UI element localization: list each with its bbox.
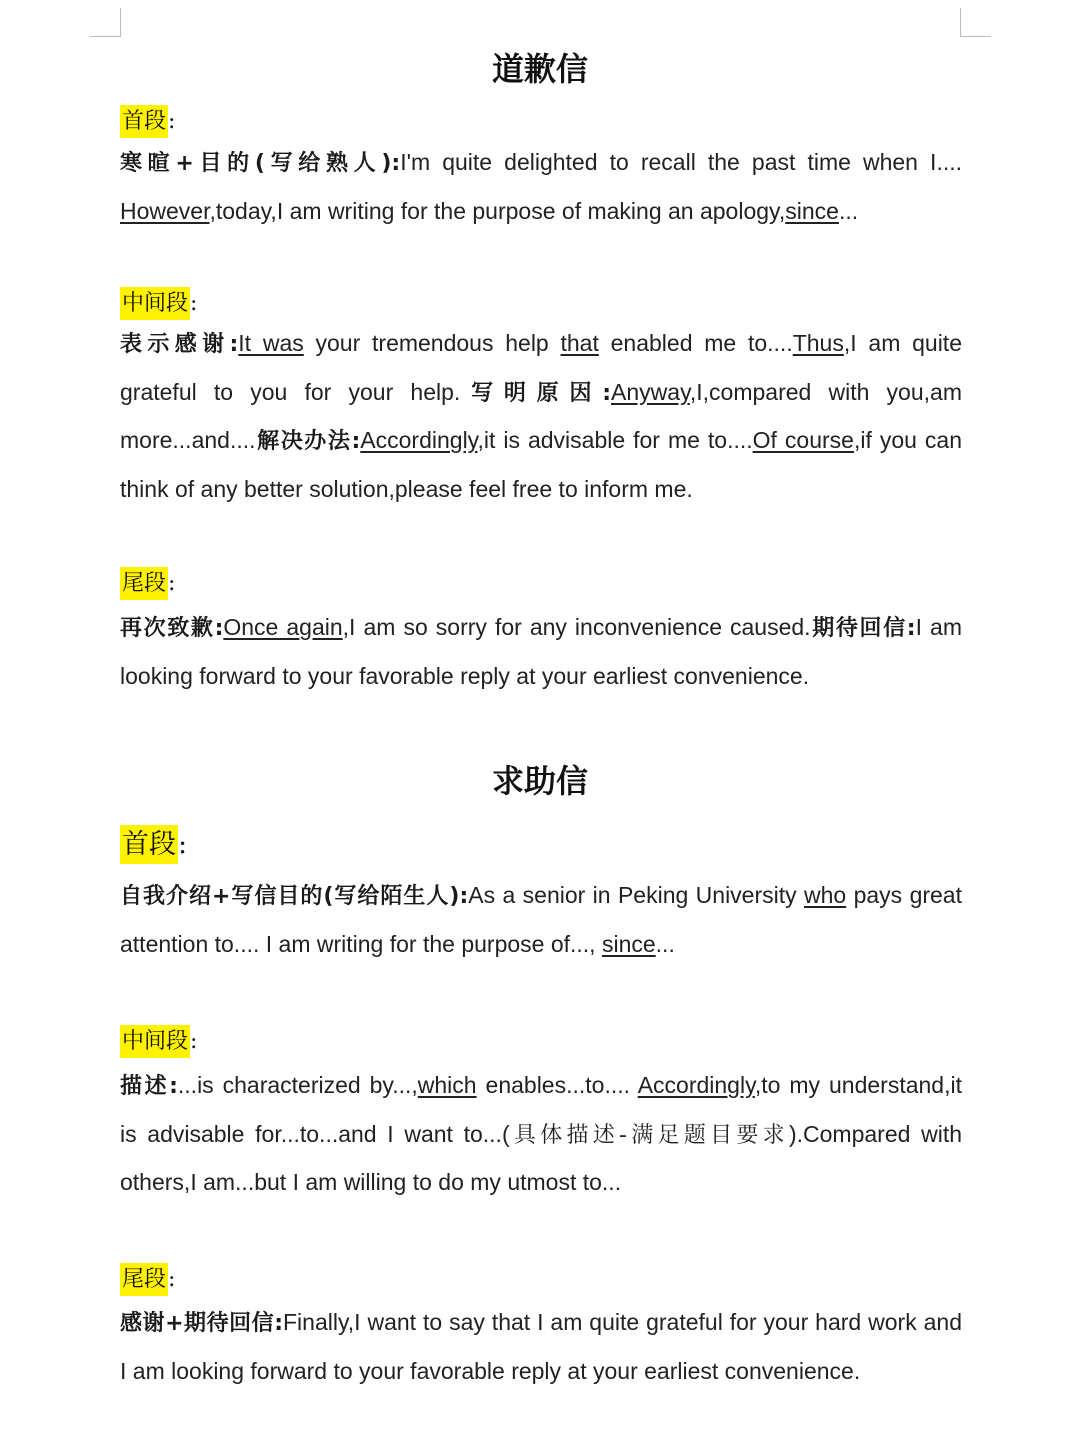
crop-mark-top-right (960, 8, 991, 37)
crop-mark-top-left (90, 8, 121, 37)
apology-p1-label: 首段: (120, 104, 175, 135)
apology-p2-text: 表示感谢:It was your tremendous help that enabled me to....Thus,I am quite grateful to you for your help.写明原因:Anyway,I,compared with you,am more...and....解决办法:Accordingly,it is advisable for me to....Of course,if you can think of any better solution,please feel free to inform me. (120, 330, 962, 502)
help-p3-label: 尾段: (120, 1262, 175, 1293)
help-p3-text: 感谢+期待回信:Finally,I want to say that I am quite grateful for your hard work and I am looking forward to your favorable reply at your earliest convenience. (120, 1309, 962, 1384)
apology-p3-text: 再次致歉:Once again,I am so sorry for any inconvenience caused.期待回信:I am looking forward to your favorable reply at your earliest convenience. (120, 614, 962, 689)
help-title: 求助信 (491, 762, 588, 800)
apology-p3-label: 尾段: (120, 566, 175, 597)
apology-p1-text: 寒暄+目的(写给熟人):I'm quite delighted to recall the past time when I.... However,today,I am writing for the purpose of making an apology,since... (120, 149, 962, 224)
help-p1-text: 自我介绍+写信目的(写给陌生人):As a senior in Peking University who pays great attention to.... I am writing for the purpose of..., since... (120, 882, 962, 957)
help-p1-label: 首段: (120, 822, 187, 861)
apology-title: 道歉信 (491, 50, 588, 88)
apology-p2-label: 中间段: (120, 286, 197, 317)
help-p2-text: 描述:...is characterized by...,which enables...to.... Accordingly,to my understand,it is advisable for...to...and I want to...(具体描述-满足题目要求).Compared with others,I am...but I am willing to do my utmost to... (120, 1072, 962, 1195)
help-p2-label: 中间段: (120, 1024, 197, 1055)
